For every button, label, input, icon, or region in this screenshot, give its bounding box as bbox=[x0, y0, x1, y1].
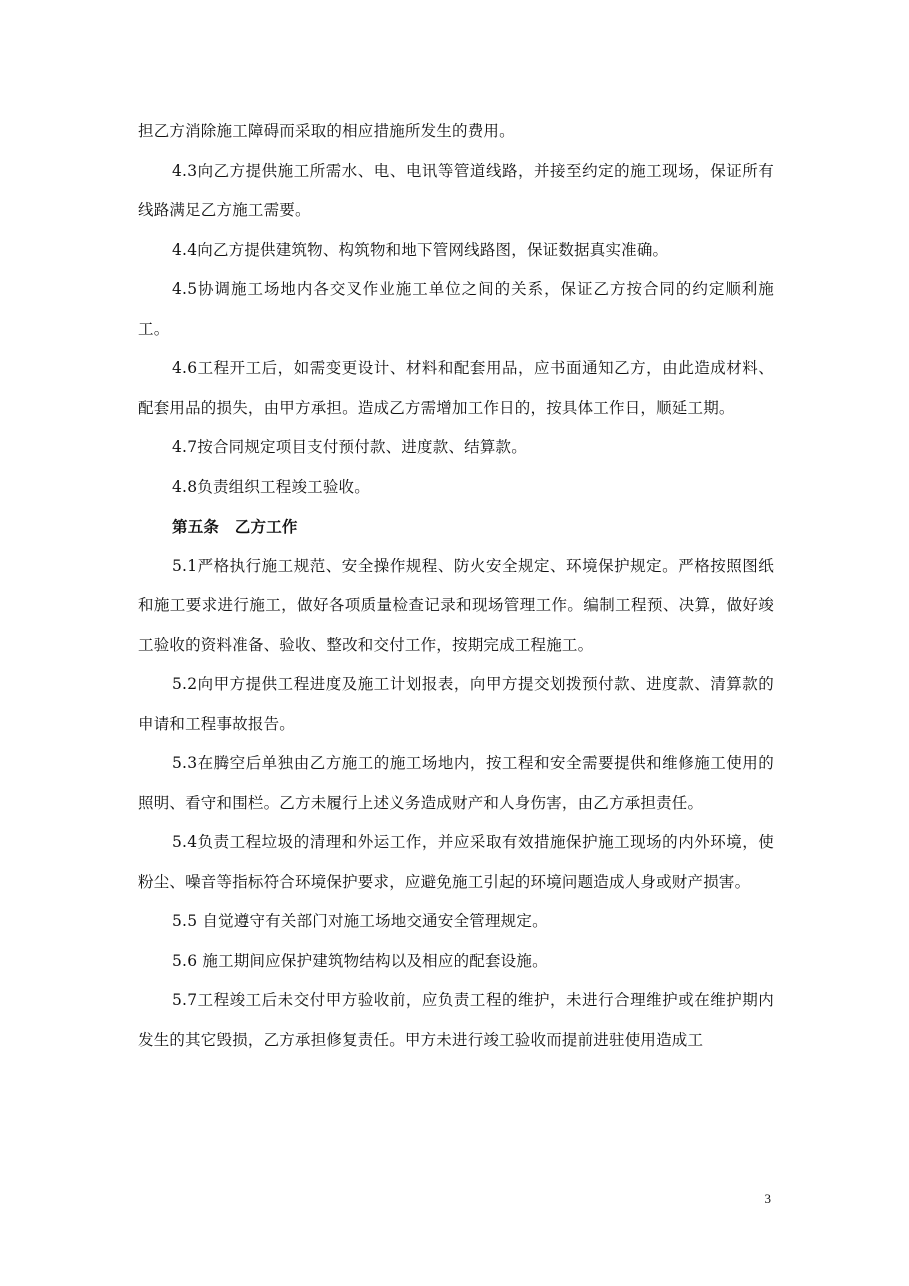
clause-5-5: 5.5 自觉遵守有关部门对施工场地交通安全管理规定。 bbox=[172, 912, 548, 930]
clause-5-7: 5.7工程竣工后未交付甲方验收前，应负责工程的维护，未进行合理维护或在维护期内发生的其它毁损，乙方承担修复责任。甲方未进行竣工验收而提前进驻使用造成工 bbox=[138, 991, 774, 1049]
clause-5-2: 5.2向甲方提供工程进度及施工计划报表，向甲方提交划拨预付款、进度款、清算款的申请和工程事故报告。 bbox=[138, 675, 774, 733]
page-number: 3 bbox=[764, 1191, 771, 1206]
clause-5-4: 5.4负责工程垃圾的清理和外运工作，并应采取有效措施保护施工现场的内外环境，使粉尘、噪音等指标符合环境保护要求，应避免施工引起的环境问题造成人身或财产损害。 bbox=[138, 833, 774, 891]
clause-5-1: 5.1严格执行施工规范、安全操作规程、防火安全规定、环境保护规定。严格按照图纸和施工要求进行施工，做好各项质量检查记录和现场管理工作。编制工程预、决算，做好竣工验收的资料准备、验收、整改和交付工作，按期完成工程施工。 bbox=[138, 556, 774, 654]
page-body bbox=[138, 112, 774, 1060]
clause-5-3: 5.3在腾空后单独由乙方施工的施工场地内，按工程和安全需要提供和维修施工使用的照明、看守和围栏。乙方未履行上述义务造成财产和人身伤害，由乙方承担责任。 bbox=[138, 754, 774, 812]
clause-4-3: 4.3向乙方提供施工所需水、电、电讯等管道线路，并接至约定的施工现场，保证所有线路满足乙方施工需要。 bbox=[138, 161, 774, 219]
clause-4-7: 4.7按合同规定项目支付预付款、进度款、结算款。 bbox=[172, 438, 527, 456]
paragraph-continued: 担乙方消除施工障碍而采取的相应措施所发生的费用。 bbox=[138, 122, 515, 140]
section-5-title: 第五条 乙方工作 bbox=[172, 517, 298, 536]
clause-4-4: 4.4向乙方提供建筑物、构筑物和地下管网线路图，保证数据真实准确。 bbox=[172, 240, 669, 259]
clause-4-6: 4.6工程开工后，如需变更设计、材料和配套用品，应书面通知乙方，由此造成材料、配套用品的损失，由甲方承担。造成乙方需增加工作日的，按具体工作日，顺延工期。 bbox=[138, 359, 774, 417]
clause-5-6: 5.6 施工期间应保护建筑物结构以及相应的配套设施。 bbox=[172, 951, 548, 970]
clause-4-5: 4.5协调施工场地内各交叉作业施工单位之间的关系，保证乙方按合同的约定顺利施工。 bbox=[138, 280, 774, 338]
clause-4-8: 4.8负责组织工程竣工验收。 bbox=[172, 477, 370, 496]
